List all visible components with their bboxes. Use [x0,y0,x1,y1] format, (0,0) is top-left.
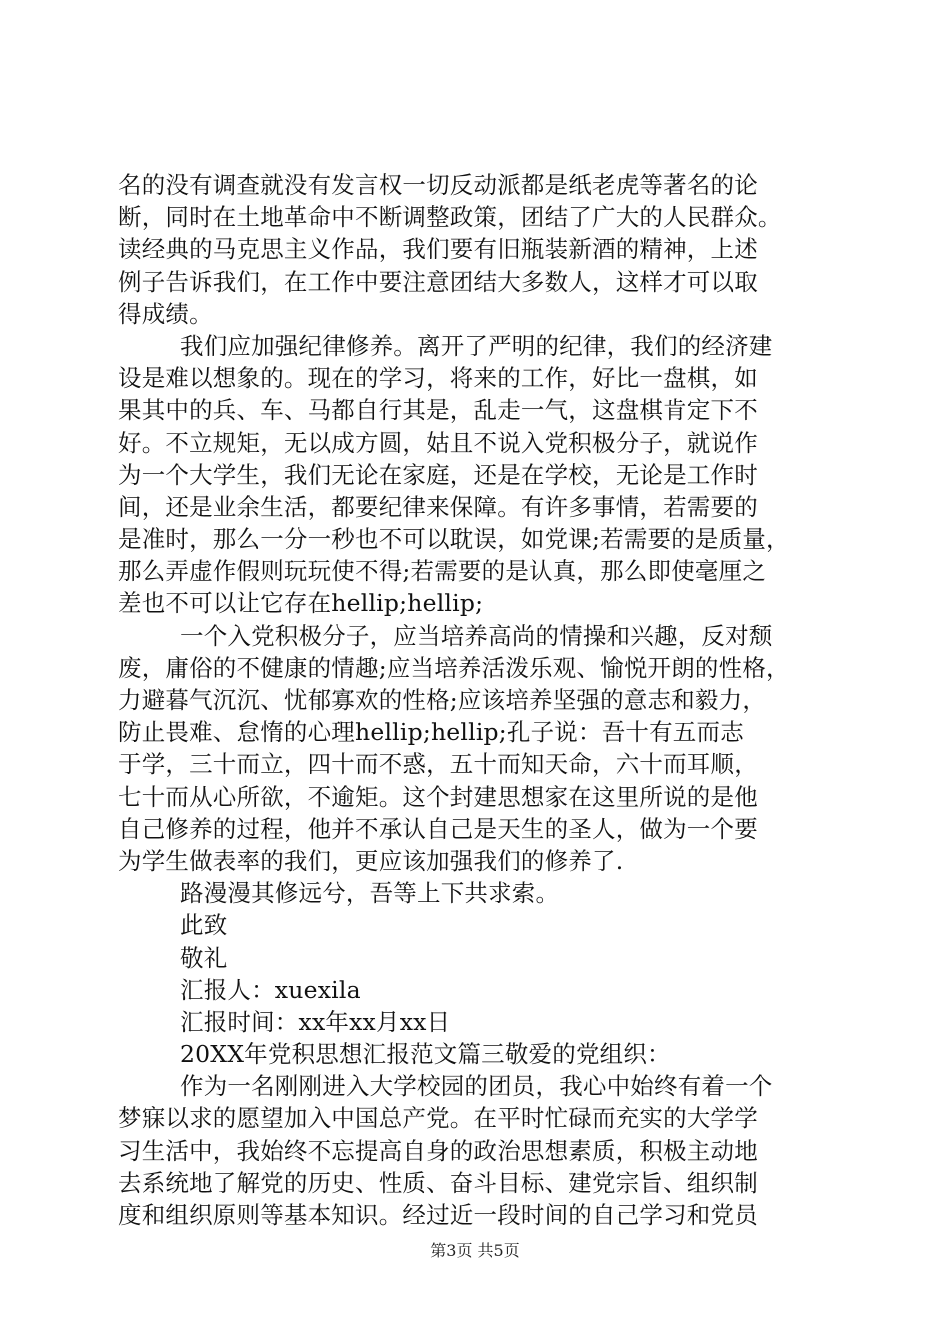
text-line: 路漫漫其修远兮，吾等上下共求索。 [180,879,560,908]
text-line: 得成绩。 [118,299,213,328]
text-line: 敬礼 [180,943,228,972]
text-line: 去系统地了解党的历史、性质、奋斗目标、建党宗旨、组织制 [118,1168,758,1197]
text-line: 间，还是业余生活，都要纪律来保障。有许多事情，若需要的 [118,492,758,521]
text-line: 习生活中，我始终不忘提高自身的政治思想素质，积极主动地 [118,1136,758,1165]
text-line: 果其中的兵、车、马都自行其是，乱走一气，这盘棋肯定下不 [118,396,758,425]
text-line: 读经典的马克思主义作品，我们要有旧瓶装新酒的精神，上述 [118,235,758,264]
text-line: 七十而从心所欲，不逾矩。这个封建思想家在这里所说的是他 [118,782,758,811]
text-line: 废，庸俗的不健康的情趣;应当培养活泼乐观、愉悦开朗的性格， [118,653,790,682]
text-line: 度和组织原则等基本知识。经过近一段时间的自己学习和党员 [118,1201,758,1229]
document-body [118,169,838,1231]
text-line: 防止畏难、怠惰的心理hellip;hellip;孔子说：吾十有五而志 [118,718,744,747]
text-line: 差也不可以让它存在hellip;hellip; [118,589,484,618]
text-line: 力避暮气沉沉、忧郁寡欢的性格;应该培养坚强的意志和毅力， [118,686,767,714]
text-line: 汇报时间：xx年xx月xx日 [180,1007,451,1036]
text-line: 此致 [180,911,228,940]
text-line: 那么弄虚作假则玩玩使不得;若需要的是认真，那么即使毫厘之 [118,557,767,586]
text-line: 自己修养的过程，他并不承认自己是天生的圣人，做为一个要 [118,814,758,843]
text-line: 梦寐以求的愿望加入中国总产党。在平时忙碌而充实的大学学 [118,1104,758,1133]
text-line: 为学生做表率的我们，更应该加强我们的修养了. [118,846,624,875]
text-line: 是准时，那么一分一秒也不可以耽误，如党课;若需要的是质量， [118,525,790,554]
text-line: 好。不立规矩，无以成方圆，姑且不说入党积极分子，就说作 [118,428,758,457]
page-number-footer: 第3页 共5页 [430,1241,520,1260]
text-line: 为一个大学生，我们无论在家庭，还是在学校，无论是工作时 [118,460,758,489]
text-line: 设是难以想象的。现在的学习，将来的工作，好比一盘棋，如 [118,364,758,393]
text-line: 汇报人：xuexila [180,975,361,1004]
text-line: 我们应加强纪律修养。离开了严明的纪律，我们的经济建 [180,331,773,360]
text-line: 作为一名刚刚进入大学校园的团员，我心中始终有着一个 [180,1072,773,1101]
text-line: 一个入党积极分子，应当培养高尚的情操和兴趣，反对颓 [180,621,773,650]
text-line: 名的没有调查就没有发言权一切反动派都是纸老虎等著名的论 [118,171,758,199]
text-line: 例子告诉我们，在工作中要注意团结大多数人，这样才可以取 [118,267,758,296]
text-line: 于学，三十而立，四十而不惑，五十而知天命，六十而耳顺， [118,750,758,779]
text-line: 20XX年党积思想汇报范文篇三敬爱的党组织： [180,1040,671,1069]
text-line: 断，同时在土地革命中不断调整政策，团结了广大的人民群众。 [118,203,782,232]
